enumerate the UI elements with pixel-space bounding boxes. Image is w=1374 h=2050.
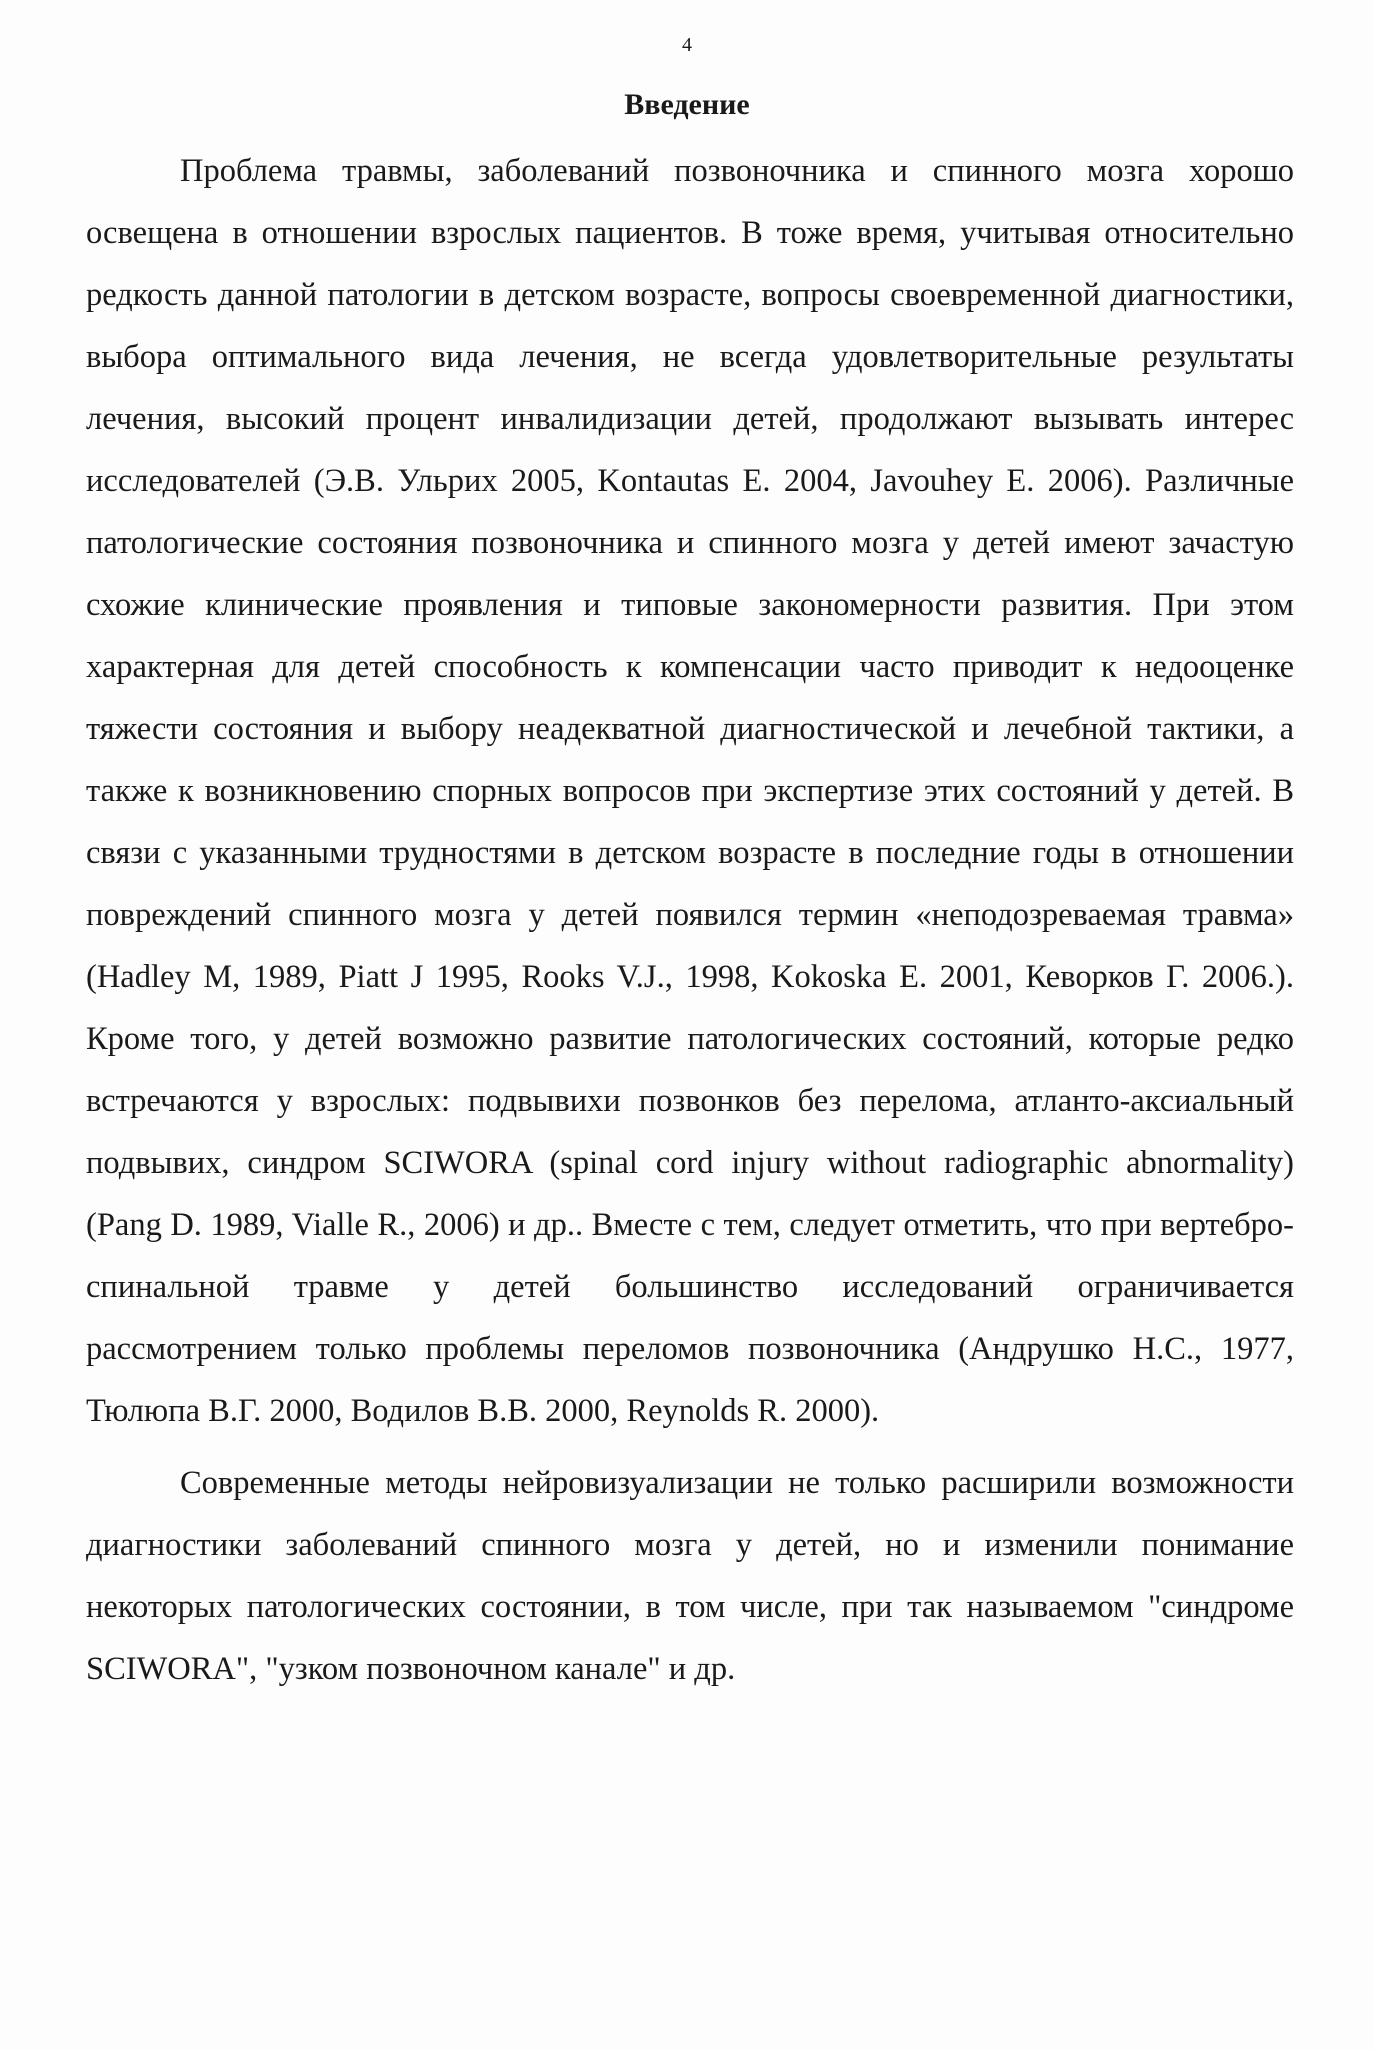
paragraph-1: Проблема травмы, заболеваний позвоночника и спинного мозга хорошо освещена в отношении взрослых пациентов. В тоже время, учитывая относительно редкость данной патологии в детском возрасте, вопросы своевременной диагностики, выбора оптимального вида лечения, не всегда удовлетворительные результаты лечения, высокий процент инвалидизации детей, продолжают вызывать интерес исследователей (Э.В. Ульрих 2005, Kontautas E. 2004, Javouhey E. 2006). Различные патологические состояния позвоночника и спинного мозга у детей имеют зачастую схожие клинические проявления и типовые закономерности развития. При этом характерная для детей способность к компенсации часто приводит к недооценке тяжести состояния и выбору неадекватной диагностической и лечебной тактики, а также к возникновению спорных вопросов при экспертизе этих состояний у детей. В связи с указанными трудностями в детском возрасте в последние годы в отношении повреждений спинного мозга у детей появился термин «неподозреваемая травма» (Hadley M, 1989, Piatt J 1995, Rooks V.J., 1998, Kokoska E. 2001, Кеворков Г. 2006.). Кроме того, у детей возможно развитие патологических состояний, которые редко встречаются у взрослых: подвывихи позвонков без перелома, атланто-аксиальный подвывих, синдром SCIWORA (spinal cord injury without radiographic abnormality) (Pang D. 1989, Vialle R., 2006) и др.. Вместе с тем, следует отметить, что при вертебро-спинальной травме у детей большинство исследований ограничивается рассмотрением только проблемы переломов позвоночника (Андрушко Н.С., 1977, Тюлюпа В.Г. 2000, Водилов В.В. 2000, Reynolds R. 2000). — [86, 153, 1294, 1429]
page-number: 4 — [682, 34, 692, 56]
section-heading: Введение — [624, 88, 750, 121]
paragraph-2: Современные методы нейровизуализации не только расширили возможности диагностики заболеваний спинного мозга у детей, но и изменили понимание некоторых патологических состоянии, в том числе, при так называемом "синдроме SCIWORA", "узком позвоночном канале" и др. — [86, 1465, 1294, 1687]
body-text — [86, 140, 1294, 1710]
